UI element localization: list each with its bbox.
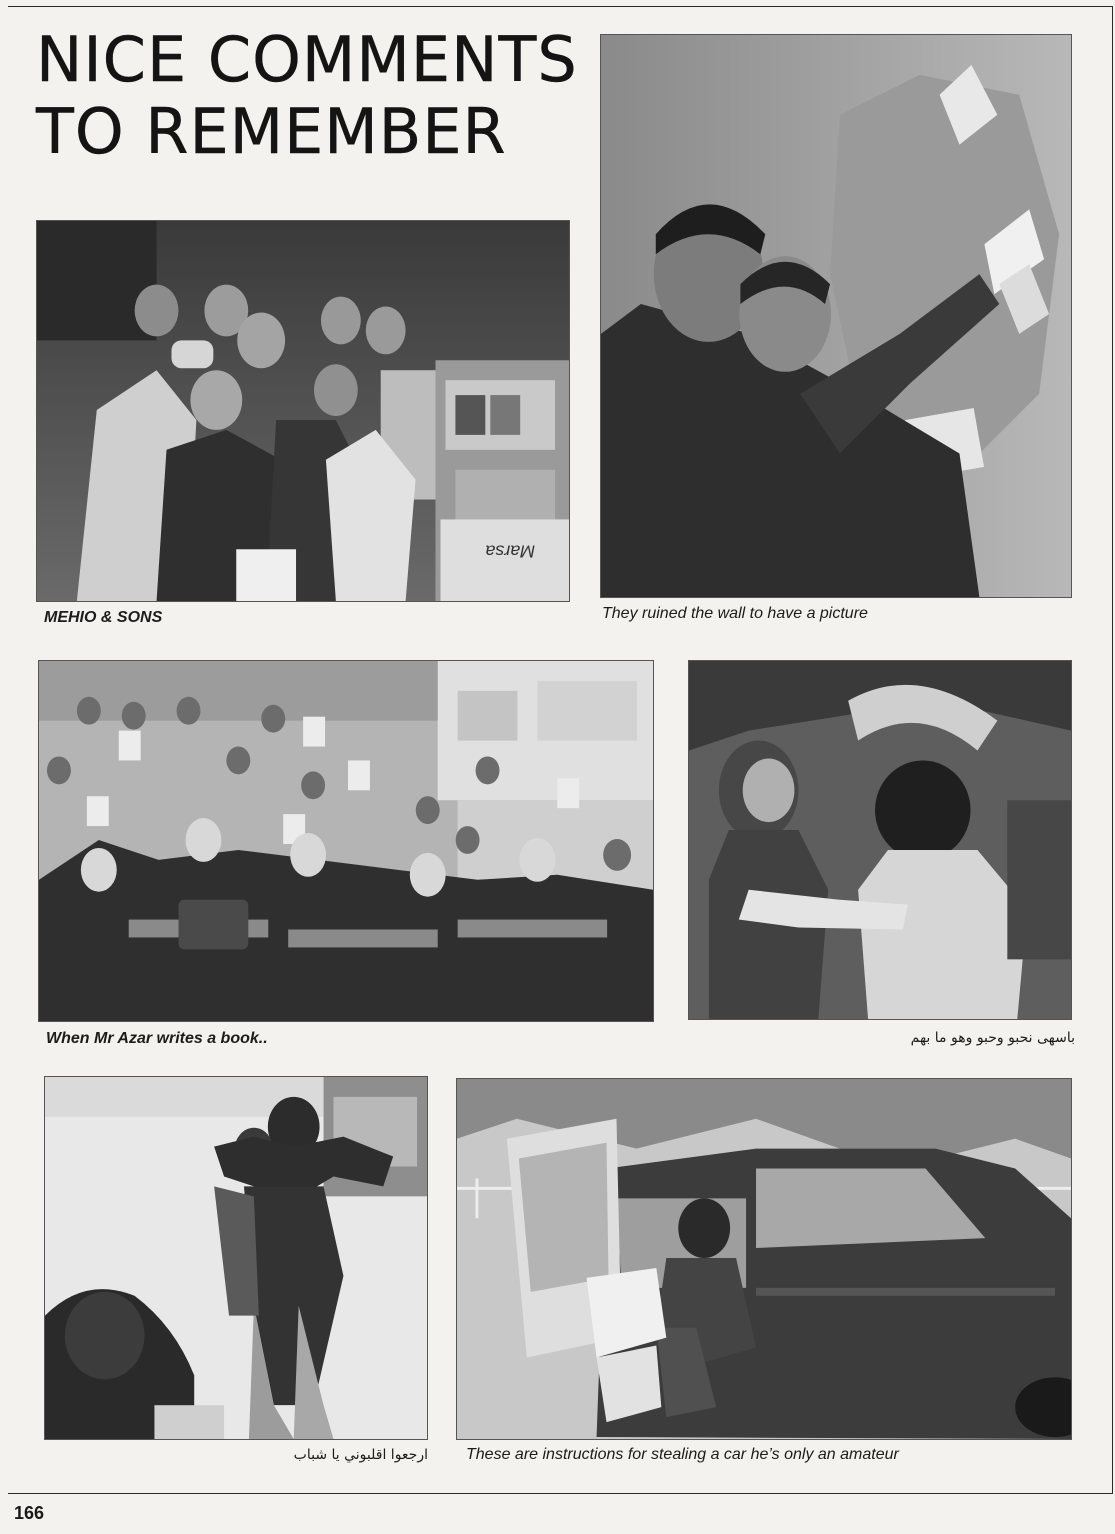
photo-classroom-image — [39, 661, 653, 1021]
caption-wall: They ruined the wall to have a picture — [602, 605, 868, 622]
caption-car: These are instructions for stealing a car he’s only an amateur — [466, 1446, 899, 1463]
photo-car — [456, 1078, 1072, 1440]
photo-dance — [44, 1076, 428, 1440]
page-number: 166 — [14, 1503, 45, 1523]
caption-mehio-sons: MEHIO & SONS — [44, 609, 163, 626]
page-title — [36, 24, 596, 168]
photo-two-people — [688, 660, 1072, 1020]
photo-two-people-image — [689, 661, 1071, 1019]
photo-car-image — [457, 1079, 1071, 1439]
photo-classroom — [38, 660, 654, 1022]
title-line-2: TO REMEMBER — [36, 95, 507, 168]
caption-two-people: باسهى نحبو وحبو وهو ما بهم — [910, 1030, 1075, 1046]
kiosk-sign-text: Marsa — [485, 541, 536, 562]
caption-dance: ارجعوا اقلبوني يا شباب — [293, 1447, 428, 1463]
photo-mehio-sons-image — [37, 221, 569, 601]
title-line-1: NICE COMMENTS — [36, 23, 578, 96]
caption-classroom: When Mr Azar writes a book.. — [46, 1030, 268, 1047]
photo-wall-image — [601, 35, 1071, 597]
photo-mehio-sons — [36, 220, 570, 602]
photo-dance-image — [45, 1077, 427, 1439]
photo-wall — [600, 34, 1072, 598]
